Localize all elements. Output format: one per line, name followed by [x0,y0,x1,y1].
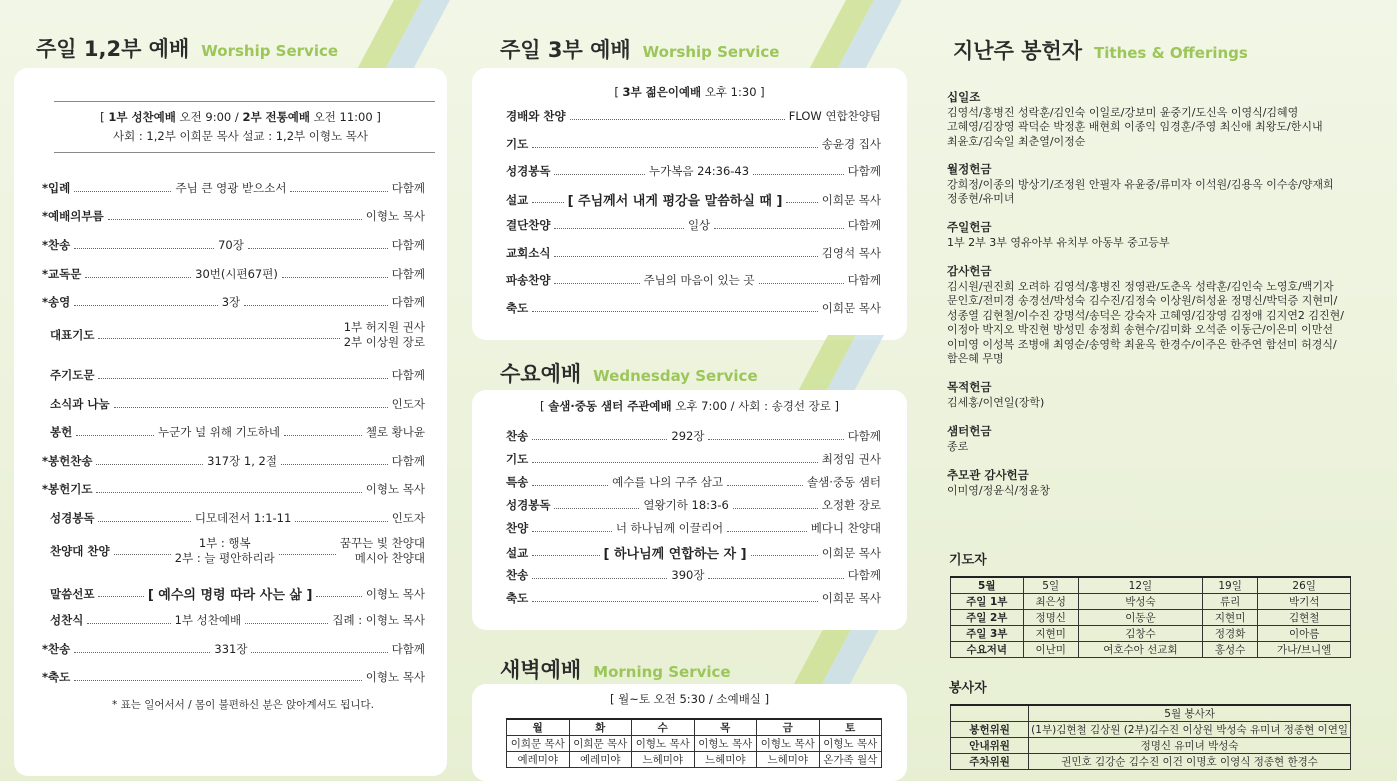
title-en: Wednesday Service [593,367,758,385]
row-label: 성경봉독 [506,498,551,512]
section-title-wednesday [500,358,758,388]
section-title-sunday3 [500,34,779,64]
row-label: 성찬식 [50,613,84,627]
row-label: 특송 [506,475,529,489]
month-cell: 5월 [951,577,1024,594]
leader-cell: 이형노 목사 [632,736,695,752]
offering-names: 김영석/홍병진 성락훈/김인숙 이일로/강보미 윤중기/도신옥 이영식/김혜영 [947,105,1299,119]
empty-cell [951,705,1029,722]
order-row [42,180,425,196]
volunteer-header-cell: 5월 봉사자 [1029,705,1351,722]
offering-purpose [947,380,1377,410]
row-leader: 첼로 황나윤 [365,425,426,439]
divider [54,101,435,102]
offering-title: 샘터헌금 [947,424,992,438]
header-leaders: 사회 : 1,2부 이희문 목사 설교 : 1,2부 이형노 목사 [113,129,368,143]
day-cell: 금 [757,719,820,736]
row-leader: 이희문 목사 [821,591,881,605]
order-row [42,612,425,628]
name-cell: 박성숙 [1078,594,1202,610]
row-content: 3장 [221,295,241,309]
row-content: 30번(시편67편) [195,267,278,281]
names-cell: (1부)김현철 김상원 (2부)김수진 이상원 박성숙 유미녀 정종현 이연일 [1029,722,1351,738]
row-content: 주님 큰 영광 받으소서 [175,181,287,195]
offering-names: 최윤호/김숙일 최춘열/이정순 [947,134,1086,148]
row-label: *봉헌찬송 [42,454,93,468]
title-ko: 새벽예배 [500,658,582,682]
offering-names: 이미영 이성복 조병애 최영순/송영학 최윤옥 한경수/이주은 한주연 함선미 허경식/ [947,337,1337,351]
row-label: 대표기도 [50,328,95,342]
row-leader: 다함께 [391,454,425,468]
title-ko: 수요예배 [500,362,582,386]
day-cell: 토 [819,719,882,736]
order-row [42,367,425,383]
wednesday-order [506,428,881,628]
row-leader-2: 메시아 찬양대 [354,551,425,565]
day-cell: 목 [694,719,757,736]
row-label: *축도 [42,670,71,684]
offering-title: 월정헌금 [947,162,992,176]
order-row [506,428,881,444]
row-content: 331장 [214,642,248,656]
offering-names: 이미영/정윤식/정윤창 [947,483,1051,497]
date-cell: 26일 [1258,577,1351,594]
order-row [42,294,425,310]
order-row [42,481,425,497]
row-label: 말씀선포 [50,586,95,601]
row-leader: 솔샘·중동 샘터 [807,475,882,489]
offering-title: 목적헌금 [947,380,992,394]
role-cell: 안내위원 [951,738,1029,754]
sunday12-order [42,172,425,692]
title-ko: 주일 1,2부 예배 [36,37,190,61]
service-cell: 주일 3부 [951,626,1024,642]
order-row [506,136,881,152]
dawn-card [472,684,907,781]
row-leader: 다함께 [391,368,425,382]
name-cell: 홍성수 [1202,642,1257,658]
prayer-row [951,626,1351,642]
sunday12-header: [ 1부 성찬예배 오전 9:00 / 2부 전통예배 오전 11:00 ] 사회 : 1,2부 이희문 목사 설교 : 1,2부 이형노 목사 [34,108,447,146]
volunteer-table [950,704,1351,770]
order-row [42,208,425,224]
offering-samteo [947,424,1377,454]
volunteer-row [951,738,1351,754]
row-leader: 이형노 목사 [365,209,425,223]
section-title-dawn [500,654,731,684]
row-label: 교회소식 [506,246,551,260]
sunday3-header: [ 3부 젊은이예배 오후 1:30 ] [614,85,765,99]
row-label: 성경봉독 [50,511,95,525]
prayer-row [951,594,1351,610]
order-row [42,396,425,412]
prayer-row [951,610,1351,626]
order-row [42,424,425,440]
offering-title: 십일조 [947,90,981,104]
volunteer-row [951,754,1351,770]
row-label: 찬송 [506,429,529,443]
row-label: 기도 [506,137,529,151]
row-label: 소식과 나눔 [50,397,110,411]
order-row [506,567,881,583]
offering-names: 정종현/유미녀 [947,192,1015,205]
offering-monthly [947,162,1377,207]
sermon-title: [ 주님께서 내게 평강을 말씀하실 때 ] [567,194,783,209]
row-label: *봉헌기도 [42,482,93,496]
row-leader: 송윤경 집사 [821,137,881,151]
row-content: 예수를 나의 구주 삼고 [612,475,724,489]
row-leader: 다함께 [391,181,426,195]
leader-cell: 이형노 목사 [757,736,820,752]
offering-names: 함은혜 무명 [947,352,1004,365]
leader-cell: 이희문 목사 [507,736,570,752]
title-en: Tithes & Offerings [1094,44,1248,62]
service-name: 3부 젊은이예배 [622,85,702,99]
row-leader: 집례 : 이형노 목사 [332,613,425,627]
order-row [506,245,881,261]
row-label: 찬송 [506,568,529,582]
row-label: 경배와 찬양 [506,109,566,123]
offering-title: 추모관 감사헌금 [947,468,1029,482]
row-leader: 이희문 목사 [821,192,881,207]
day-cell: 월 [507,719,570,736]
row-label: 찬양대 찬양 [50,544,110,558]
row-label: 봉헌 [50,425,73,439]
order-row [42,669,425,685]
name-cell: 가나/브니엘 [1258,642,1351,658]
offering-names: 강희정/이종의 방상기/조정원 안필자 유윤중/류미자 이석원/김용옥 이수송/양재희 [947,177,1334,191]
service-title: 봉사자 [949,681,987,696]
row-label: 결단찬양 [506,218,551,232]
name-cell: 이난미 [1023,642,1078,658]
row-leader: 다함께 [847,164,881,178]
order-row [506,163,881,179]
volunteer-head-row [951,705,1351,722]
row-leader: 김영석 목사 [821,246,881,260]
prayer-table [950,576,1351,658]
role-cell: 봉헌위원 [951,722,1029,738]
order-row [42,266,425,282]
dawn-table [506,718,882,768]
order-row [42,320,425,350]
title-ko: 지난주 봉헌자 [953,39,1083,63]
name-cell: 정경화 [1202,626,1257,642]
offering-names: 김시원/권진희 오려하 김영석/홍병진 정영관/도춘옥 성락훈/김인숙 노영호/백기자 [947,279,1334,293]
wednesday-header: [ 솔샘·중동 샘터 주관예배 오후 7:00 / 사회 : 송경선 장로 ] [540,399,839,413]
row-leader: 이형노 목사 [365,670,425,684]
book-cell: 느헤미야 [694,752,757,768]
header-service1-time: 오전 9:00 / [179,110,239,124]
leader-cell: 이형노 목사 [819,736,882,752]
divider [54,152,435,153]
row-content: 317장 1, 2절 [207,454,277,468]
sunday3-wed-dawn-column [462,0,917,781]
row-content: 292장 [671,429,705,443]
row-label: 찬양 [506,521,529,535]
book-cell: 온가족 월삭 [819,752,882,768]
row-content: 디모데전서 1:1-11 [194,511,292,525]
header-service1: 1부 성찬예배 [108,110,176,124]
name-cell: 지현미 [1023,626,1078,642]
row-label: 축도 [506,301,529,315]
row-label: *교독문 [42,267,82,281]
standing-note: * 표는 일어서서 / 몸이 불편하신 분은 앉아계셔도 됩니다. [112,699,374,711]
name-cell: 이동운 [1078,610,1202,626]
row-label: 설교 [506,545,529,560]
offering-names: 이정아 박지오 박진현 방성민 송정희 송현수/김미화 오석준 이동근/이은미 이만선 [947,323,1334,336]
service-name: 솔샘·중동 샘터 주관예배 [548,399,672,413]
row-content-2: 2부 : 늘 평안하리라 [174,551,275,565]
dawn-leaders-row [507,736,882,752]
row-content: 390장 [671,568,705,582]
row-label: 성경봉독 [506,164,551,178]
order-row [506,190,881,209]
title-ko: 주일 3부 예배 [500,38,631,62]
dawn-books-row [507,752,882,768]
role-cell: 주차위원 [951,754,1029,770]
row-content: 열왕기하 18:3-6 [643,498,729,512]
row-leader: 이형노 목사 [365,482,425,496]
row-leader: 다함께 [391,238,425,252]
row-leader: 다함께 [847,568,882,582]
sunday3-order [506,108,881,338]
row-label: 기도 [506,452,529,466]
row-leader: 베다니 찬양대 [810,521,882,535]
date-cell: 19일 [1202,577,1257,594]
service-cell: 주일 2부 [951,610,1024,626]
row-label: 주기도문 [50,368,95,382]
book-cell: 예레미야 [507,752,570,768]
name-cell: 지현미 [1202,610,1257,626]
offering-sunday [947,220,1377,250]
title-en: Worship Service [201,42,339,60]
order-row [42,641,425,657]
prayer-head-row [951,577,1351,594]
row-leader: 다함께 [391,295,425,309]
offering-title: 감사헌금 [947,264,992,278]
row-label: *찬송 [42,238,71,252]
name-cell: 박기석 [1258,594,1351,610]
book-cell: 느헤미야 [632,752,695,768]
name-cell: 김창수 [1078,626,1202,642]
name-cell: 최은성 [1023,594,1078,610]
sunday12-card [14,68,447,776]
name-cell: 정명신 [1023,610,1078,626]
row-content: 누군가 널 위해 기도하네 [157,425,281,439]
volunteer-row [951,722,1351,738]
row-leader: 다함께 [391,642,425,656]
title-en: Morning Service [593,663,731,681]
order-row [42,453,425,469]
row-content-1: 1부 : 행복 [198,536,251,550]
dawn-header: [ 월~토 오전 5:30 / 소예배실 ] [609,692,770,706]
row-content: 너 하나님께 이끌리어 [615,521,724,535]
date-cell: 12일 [1078,577,1202,594]
row-leader: 최정임 권사 [821,452,881,466]
row-leader: 다함께 [847,273,881,287]
order-row [42,510,425,526]
row-leader: 오정환 장로 [821,498,881,512]
book-cell: 예레미야 [569,752,632,768]
row-leader: 이형노 목사 [365,586,426,601]
order-row [506,451,881,467]
row-label: *찬송 [42,642,71,656]
offering-names: 종로 [947,439,969,453]
order-row [506,272,881,288]
row-leader: 이희문 목사 [821,301,881,315]
order-row [506,300,881,316]
row-label: 축도 [506,591,529,605]
row-leader: 다함께 [847,429,882,443]
day-cell: 화 [569,719,632,736]
row-label: *예배의부름 [42,209,104,223]
row-label: *입례 [42,181,71,195]
offering-title: 주일헌금 [947,220,992,234]
prayer-title: 기도자 [949,553,987,568]
order-row [506,497,881,513]
row-leader: 인도자 [391,511,426,525]
header-service2: 2부 전통예배 [242,110,310,124]
dawn-days-row [507,719,882,736]
sermon-title: [ 예수의 명령 따라 사는 삶 ] [147,588,313,603]
order-row [506,543,881,562]
offering-names: 문인호/전미경 송경선/박성숙 김수진/김정숙 이상원/허성윤 정명신/박덕증 지현미/ [947,294,1338,307]
row-content: 누가복음 24:36-43 [649,164,750,178]
order-row [42,536,425,566]
row-leader: 다함께 [847,218,882,232]
service-cell: 수요저녁 [951,642,1024,658]
name-cell: 김현철 [1258,610,1351,626]
leader-cell: 이형노 목사 [694,736,757,752]
row-content: 1부 성찬예배 [174,613,242,627]
names-cell: 정명신 유미녀 박성숙 [1029,738,1351,754]
row-leader: FLOW 연합찬양팀 [788,109,881,123]
sunday-12-column [0,0,462,781]
order-row [506,217,881,233]
order-row [506,520,881,536]
header-service2-time: 오전 11:00 [313,110,373,124]
row-label: 설교 [506,192,529,207]
row-content: 70장 [218,238,244,252]
service-time-leader: 오후 7:00 / 사회 : 송경선 장로 [675,399,831,413]
row-leader: 인도자 [391,397,425,411]
row-leader-1: 1부 허지원 권사 [343,320,425,334]
row-leader: 다함께 [391,267,426,281]
date-cell: 5일 [1023,577,1078,594]
row-leader: 이희문 목사 [821,545,881,560]
offering-names: 1부 2부 3부 영유아부 유치부 아동부 중고등부 [947,235,1170,249]
leader-cell: 이희문 목사 [569,736,632,752]
wednesday-card [472,390,907,630]
offering-tithes [947,90,1377,149]
names-cell: 권민호 김강순 김수진 이건 이명호 이영식 정종현 한경수 [1029,754,1351,770]
offering-names: 김세홍/이연일(장학) [947,395,1045,409]
offering-names: 고혜영/김장영 곽덕순 박정훈 배현희 이종익 임경훈/주영 최신애 최왕도/한시내 [947,120,1323,133]
service-cell: 주일 1부 [951,594,1024,610]
name-cell: 이아름 [1258,626,1351,642]
row-leader-2: 2부 이상원 장로 [343,335,425,349]
row-content: 주님의 마음이 있는 곳 [643,273,755,287]
row-leader-1: 꿈꾸는 빛 찬양대 [339,536,425,550]
order-row [506,474,881,490]
offering-names: 성종열 김현철/이수진 강명석/송덕은 강숙자 고혜영/김장영 김정애 김지연2 김진현/ [947,308,1344,322]
order-row [506,590,881,606]
sunday3-card [472,68,907,340]
name-cell: 여호수아 선교회 [1078,642,1202,658]
order-row [42,237,425,253]
offering-thanksgiving [947,264,1377,367]
offerings-column [917,0,1397,781]
offering-memorial [947,468,1377,498]
order-row [42,584,425,603]
service-time: 오후 1:30 [704,85,757,99]
section-title-offerings [953,35,1248,65]
name-cell: 류리 [1202,594,1257,610]
section-title-sunday12 [36,33,338,63]
row-label: 파송찬양 [506,273,551,287]
prayer-row [951,642,1351,658]
row-label: *송영 [42,295,71,309]
title-en: Worship Service [642,43,780,61]
order-row [506,108,881,124]
sermon-title: [ 하나님께 연합하는 자 ] [603,547,747,562]
book-cell: 느헤미야 [757,752,820,768]
row-content: 일상 [687,218,711,232]
day-cell: 수 [632,719,695,736]
